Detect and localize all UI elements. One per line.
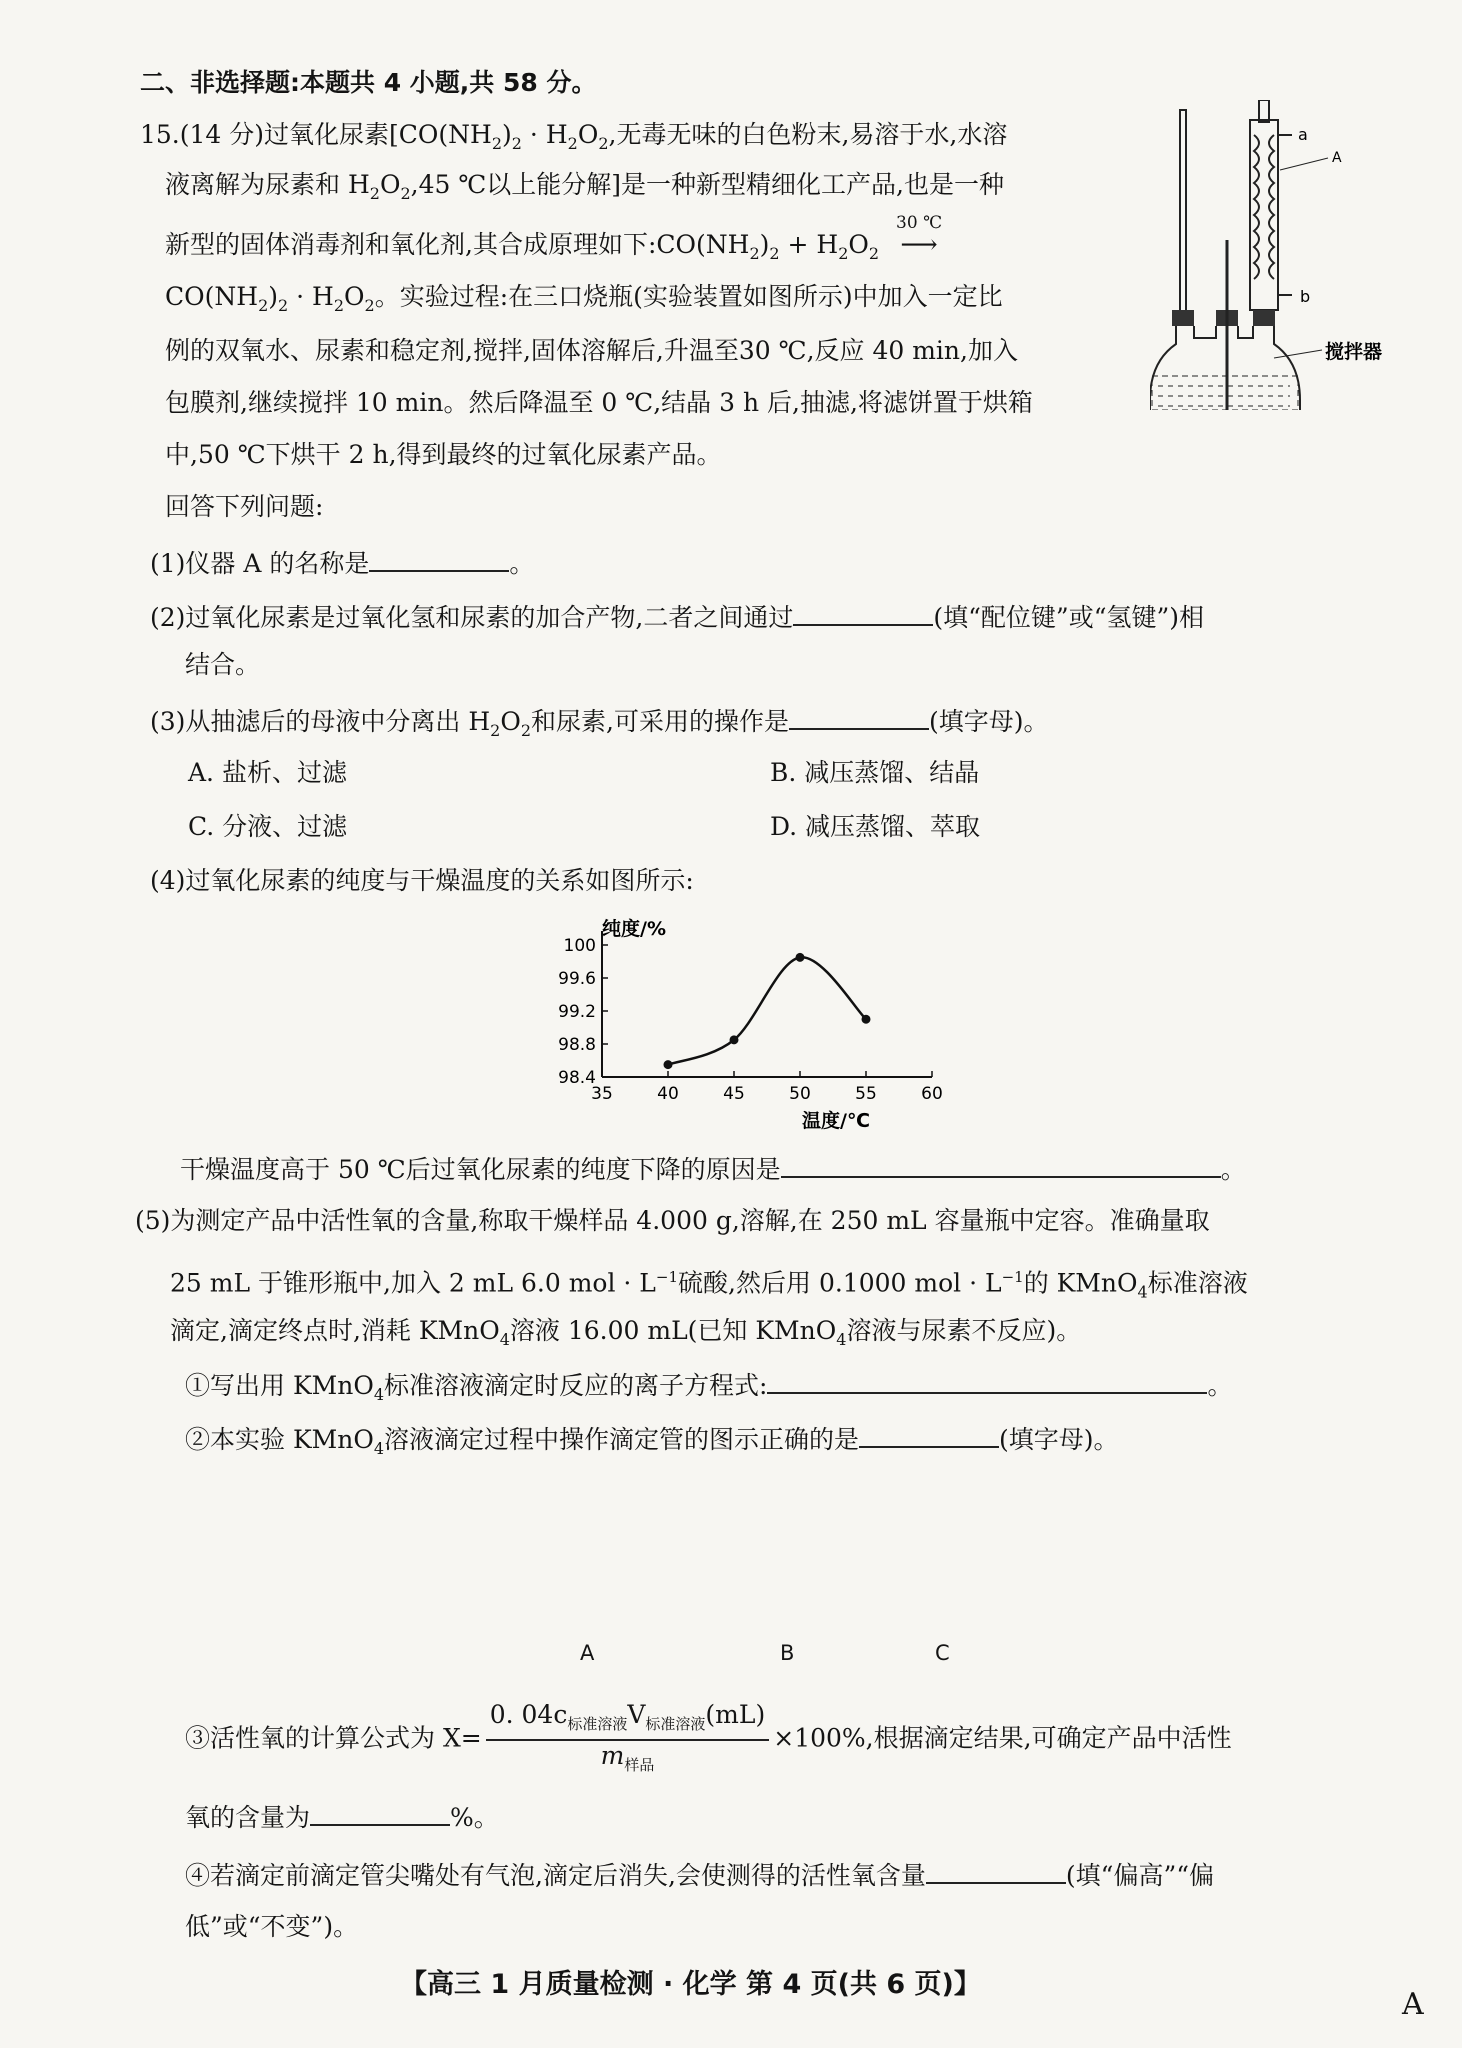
sub5-q1-answer-blank[interactable]: [767, 1366, 1207, 1394]
fig-label-c[interactable]: C: [935, 1641, 950, 1665]
sub5-q3-cont: 氧的含量为 %。: [185, 1798, 499, 1835]
sub4: (4)过氧化尿素的纯度与干燥温度的关系如图所示:: [150, 866, 694, 895]
sub5-q4-cont: 低”或“不变”)。: [185, 1912, 359, 1941]
x-tick-label: 60: [921, 1084, 943, 1104]
y-tick-label: 99.2: [558, 1002, 596, 1022]
sub5-q1: ①写出用 KMnO$_4$标准溶液滴定时反应的离子方程式: 。: [185, 1366, 1232, 1412]
page-footer: 【高三 1 月质量检测 · 化学 第 4 页(共 6 页)】: [400, 1969, 981, 2000]
sub5-line2: 25 mL 于锥形瓶中,加入 2 mL 6.0 mol · $L^{-1}$硫酸,然后用 0.1000 mol · $L^{-1}$的 KMnO$_4$标准溶液: [170, 1268, 1248, 1302]
y-axis-label: 纯度/%: [602, 918, 666, 940]
label-stirrer: 搅拌器: [1325, 341, 1383, 363]
x-tick-label: 40: [657, 1084, 679, 1104]
data-point: [796, 953, 805, 962]
sub5-q4: ④若滴定前滴定管尖嘴处有气泡,滴定后消失,会使测得的活性氧含量 (填“偏高”“偏: [185, 1856, 1214, 1893]
sub2-cont: 结合。: [185, 650, 261, 679]
flask-icon: [1150, 326, 1300, 410]
x-tick-label: 50: [789, 1084, 811, 1104]
sub3-answer-blank[interactable]: [789, 702, 929, 730]
x-tick-label: 55: [855, 1084, 877, 1104]
q15-intro-line4: $CO(NH_2)_2 \cdot H_2O_2$。实验过程:在三口烧瓶(实验装置如图所示)中加入一定比: [165, 282, 1003, 315]
sub2: (2)过氧化尿素是过氧化氢和尿素的加合产物,二者之间通过 (填“配位键”或“氢键”)相: [150, 598, 1204, 635]
sub5-line1: (5)为测定产品中活性氧的含量,称取干燥样品 4.000 g,溶解,在 250 mL 容量瓶中定容。准确量取: [135, 1206, 1210, 1235]
answer-prompt: 回答下列问题:: [165, 492, 324, 521]
y-tick-label: 98.8: [558, 1035, 596, 1055]
fig-label-b[interactable]: B: [780, 1641, 795, 1665]
option-a[interactable]: A. 盐析、过滤: [188, 758, 347, 787]
q15-intro-line5: 例的双氧水、尿素和稳定剂,搅拌,固体溶解后,升温至30 ℃,反应 40 min,加入: [165, 336, 1018, 365]
sub5-q4-answer-blank[interactable]: [926, 1856, 1066, 1884]
option-b[interactable]: B. 减压蒸馏、结晶: [770, 758, 980, 787]
sub3: (3)从抽滤后的母液中分离出 $H_2O_2$和尿素,可采用的操作是 (填字母)。: [150, 702, 1049, 748]
sub5-q2: ②本实验 KMnO$_4$溶液滴定过程中操作滴定管的图示正确的是 (填字母)。: [185, 1420, 1119, 1466]
data-point: [862, 1015, 871, 1024]
y-tick-label: 100: [563, 936, 596, 956]
sub4-answer-blank[interactable]: [781, 1150, 1221, 1178]
x-tick-label: 35: [591, 1084, 613, 1104]
q15-intro-line3: 新型的固体消毒剂和氧化剂,其合成原理如下$:CO(NH_2)_2 + H_2O_2$ 30 ℃ ⟶: [165, 228, 951, 271]
sub5-q3: ③活性氧的计算公式为 X= $\frac{0. 04c_{标准溶液}V_{标准溶液}(mL)}{m_{样品}}$ ×100%,根据滴定结果,可确定产品中活性: [185, 1700, 1232, 1780]
q15-intro-line2: 液离解为尿素和 $H_2O_2,45$ ℃以上能分解]是一种新型精细化工产品,也是一种: [165, 170, 1004, 203]
sub1: (1)仪器 A 的名称是 。: [150, 544, 534, 581]
option-d[interactable]: D. 减压蒸馏、萃取: [770, 812, 981, 841]
y-tick-label: 98.4: [558, 1068, 596, 1088]
data-point: [664, 1060, 673, 1069]
x-tick-label: 45: [723, 1084, 745, 1104]
apparatus-diagram: [1150, 100, 1450, 410]
label-a: a: [1298, 125, 1308, 144]
sub4-question: 干燥温度高于 50 ℃后过氧化尿素的纯度下降的原因是 。: [180, 1150, 1246, 1187]
reaction-arrow: 30 ℃ ⟶: [896, 213, 943, 260]
option-c[interactable]: C. 分液、过滤: [188, 812, 348, 841]
purity-temperature-chart: [540, 905, 1060, 1135]
label-b: b: [1300, 287, 1311, 306]
x-axis-label: 温度/℃: [802, 1110, 870, 1132]
sub1-answer-blank[interactable]: [369, 544, 509, 572]
q15-intro-line6: 包膜剂,继续搅拌 10 min。然后降温至 0 ℃,结晶 3 h 后,抽滤,将滤饼置于烘箱: [165, 388, 1033, 417]
data-point: [730, 1035, 739, 1044]
series-line: [668, 957, 866, 1064]
sub5-q3-answer-blank[interactable]: [310, 1798, 450, 1826]
fig-label-a[interactable]: A: [580, 1641, 595, 1665]
q15-intro-line7: 中,50 ℃下烘干 2 h,得到最终的过氧化尿素产品。: [165, 440, 722, 469]
sub2-answer-blank[interactable]: [793, 598, 933, 626]
sub5-q2-answer-blank[interactable]: [859, 1420, 999, 1448]
thermometer-icon: [1180, 110, 1186, 320]
label-A: A: [1332, 150, 1342, 166]
y-tick-label: 99.6: [558, 969, 596, 989]
q15-intro-line1: 15.(14 分)过氧化尿素[$CO(NH_2)_2 \cdot H_2O_2$,无毒无味的白色粉末,易溶于水,水溶: [140, 120, 1008, 153]
active-oxygen-formula: $\frac{0. 04c_{标准溶液}V_{标准溶液}(mL)}{m_{样品}}$: [486, 1700, 770, 1780]
section-title: 二、非选择题:本题共 4 小题,共 58 分。: [140, 68, 597, 97]
sub5-line3: 滴定,滴定终点时,消耗 KMnO$_4$溶液 16.00 mL(已知 KMnO$_4$溶液与尿素不反应)。: [170, 1316, 1082, 1349]
corner-mark: A: [1402, 1987, 1424, 2022]
